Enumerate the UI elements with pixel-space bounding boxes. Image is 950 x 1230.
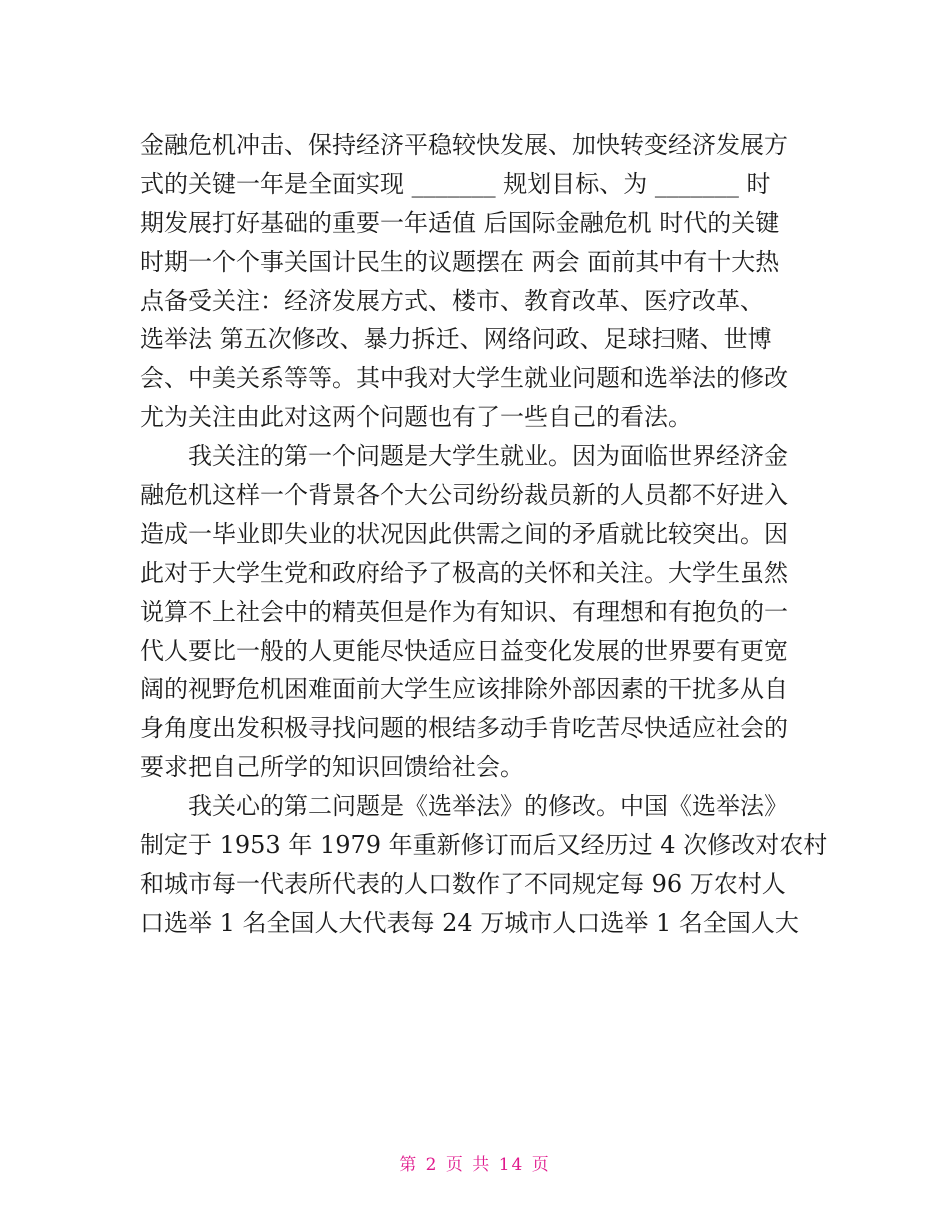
text-line: 我关心的第二问题是《选举法》的修改。中国《选举法》	[188, 792, 788, 821]
text-line: 会、中美关系等等。其中我对大学生就业问题和选举法的修改	[140, 364, 788, 393]
text-line: 式的关键一年是全面实现 _______ 规划目标、为 _______ 时	[140, 169, 771, 198]
text-line: 造成一毕业即失业的状况因此供需之间的矛盾就比较突出。因	[140, 519, 788, 548]
text-line: 点备受关注：经济发展方式、楼市、教育改革、医疗改革、	[140, 286, 764, 315]
text-line: 阔的视野危机困难面前大学生应该排除外部因素的干扰多从自	[140, 675, 788, 704]
text-line: 此对于大学生党和政府给予了极高的关怀和关注。大学生虽然	[140, 558, 788, 587]
text-line: 我关注的第一个问题是大学生就业。因为面临世界经济金	[188, 442, 788, 471]
text-line: 时期一个个事关国计民生的议题摆在 两会 面前其中有十大热	[140, 247, 780, 276]
text-line: 期发展打好基础的重要一年适值 后国际金融危机 时代的关键	[140, 208, 780, 237]
text-line: 金融危机冲击、保持经济平稳较快发展、加快转变经济发展方	[140, 131, 788, 159]
text-line: 尤为关注由此对这两个问题也有了一些自己的看法。	[140, 403, 692, 432]
page-number-footer: 第 2 页 共 14 页	[399, 1155, 551, 1175]
text-line: 口选举 1 名全国人大代表每 24 万城市人口选举 1 名全国人大	[140, 908, 799, 937]
text-line: 代人要比一般的人更能尽快适应日益变化发展的世界要有更宽	[140, 636, 788, 665]
paragraph-3	[140, 787, 828, 943]
text-line: 融危机这样一个背景各个大公司纷纷裁员新的人员都不好进入	[140, 481, 788, 510]
text-line: 制定于 1953 年 1979 年重新修订而后又经历过 4 次修改对农村	[140, 831, 828, 860]
document-body	[140, 126, 828, 943]
text-line: 和城市每一代表所代表的人口数作了不同规定每 96 万农村人	[140, 869, 786, 898]
paragraph-1	[140, 126, 815, 437]
paragraph-2	[140, 437, 815, 787]
text-line: 身角度出发积极寻找问题的根结多动手肯吃苦尽快适应社会的	[140, 714, 788, 743]
text-line: 说算不上社会中的精英但是作为有知识、有理想和有抱负的一	[140, 597, 788, 626]
text-line: 选举法 第五次修改、暴力拆迁、网络问政、足球扫赌、世博	[140, 325, 772, 354]
text-line: 要求把自己所学的知识回馈给社会。	[140, 753, 524, 782]
